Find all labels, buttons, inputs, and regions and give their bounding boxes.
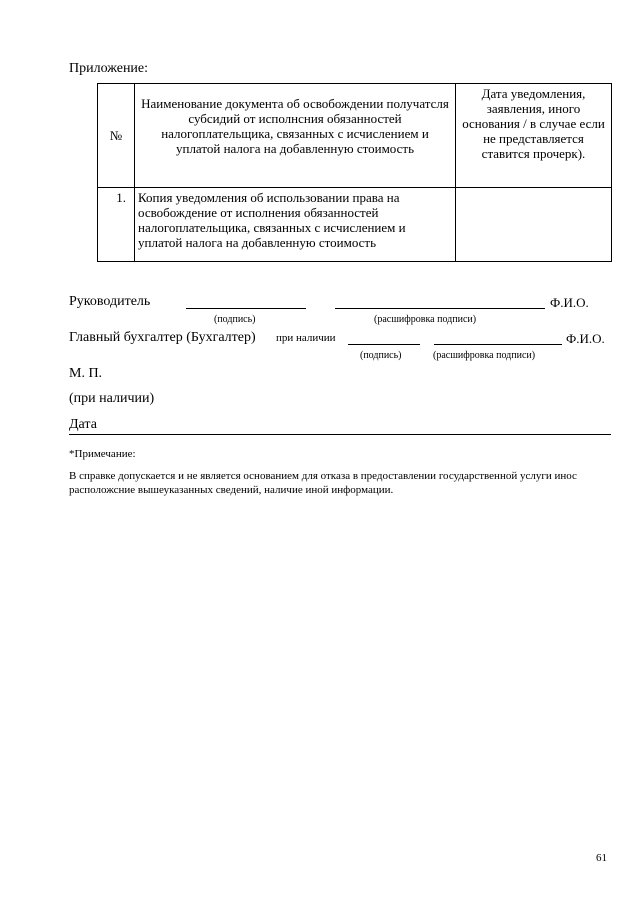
header-number: №: [98, 84, 135, 188]
head-signature-caption: (подпись): [214, 314, 256, 325]
accountant-signature-caption: (подпись): [360, 350, 402, 361]
table-row: [98, 188, 612, 262]
accountant-decoding-line: [434, 344, 562, 345]
seal-label: М. П.: [69, 366, 103, 381]
date-label: Дата: [69, 417, 97, 432]
head-signature-line: [186, 308, 306, 309]
accountant-signature-line: [348, 344, 420, 345]
appendix-title: Приложение:: [69, 61, 149, 76]
head-fio: Ф.И.О.: [550, 295, 589, 310]
accountant-label: Главный бухгалтер (Бухгалтер): [69, 330, 256, 345]
accountant-condition: при наличии: [276, 332, 336, 344]
head-label: Руководитель: [69, 294, 151, 309]
page-number: 61: [596, 852, 607, 864]
row-number: 1.: [98, 188, 135, 262]
note-title: *Примечание:: [69, 448, 136, 460]
head-decoding-line: [335, 308, 545, 309]
date-line: [69, 434, 611, 435]
accountant-fio: Ф.И.О.: [566, 331, 605, 346]
row-document-name: Копия уведомления об использовании права на освобождение от исполнения обязанностей налогоплательщика, связанных с исчислением и уплатой налога на добавленную стоимость: [135, 188, 456, 262]
table-header-row: [98, 84, 612, 188]
appendix-table: [97, 83, 612, 262]
header-notification-date: Дата уведомления, заявления, иного основания / в случае если не представляется ставится прочерк).: [456, 84, 612, 188]
note-text: В справке допускается и не является основанием для отказа в предоставлении государственной услуги инос расположсние вышеуказанных сведений, наличие иной информации.: [69, 470, 577, 496]
seal-condition: (при наличии): [69, 391, 155, 406]
header-document-name: Наименование документа об освобождении получатсля субсидий от исполнсния обязанностей налогоплательщика, связанных с исчислением и уплатой налога на добавленную стоимость: [135, 84, 456, 188]
head-decoding-caption: (расшифровка подписи): [374, 314, 477, 325]
accountant-decoding-caption: (расшифровка подписи): [433, 350, 536, 361]
row-notification-date: [456, 188, 612, 262]
